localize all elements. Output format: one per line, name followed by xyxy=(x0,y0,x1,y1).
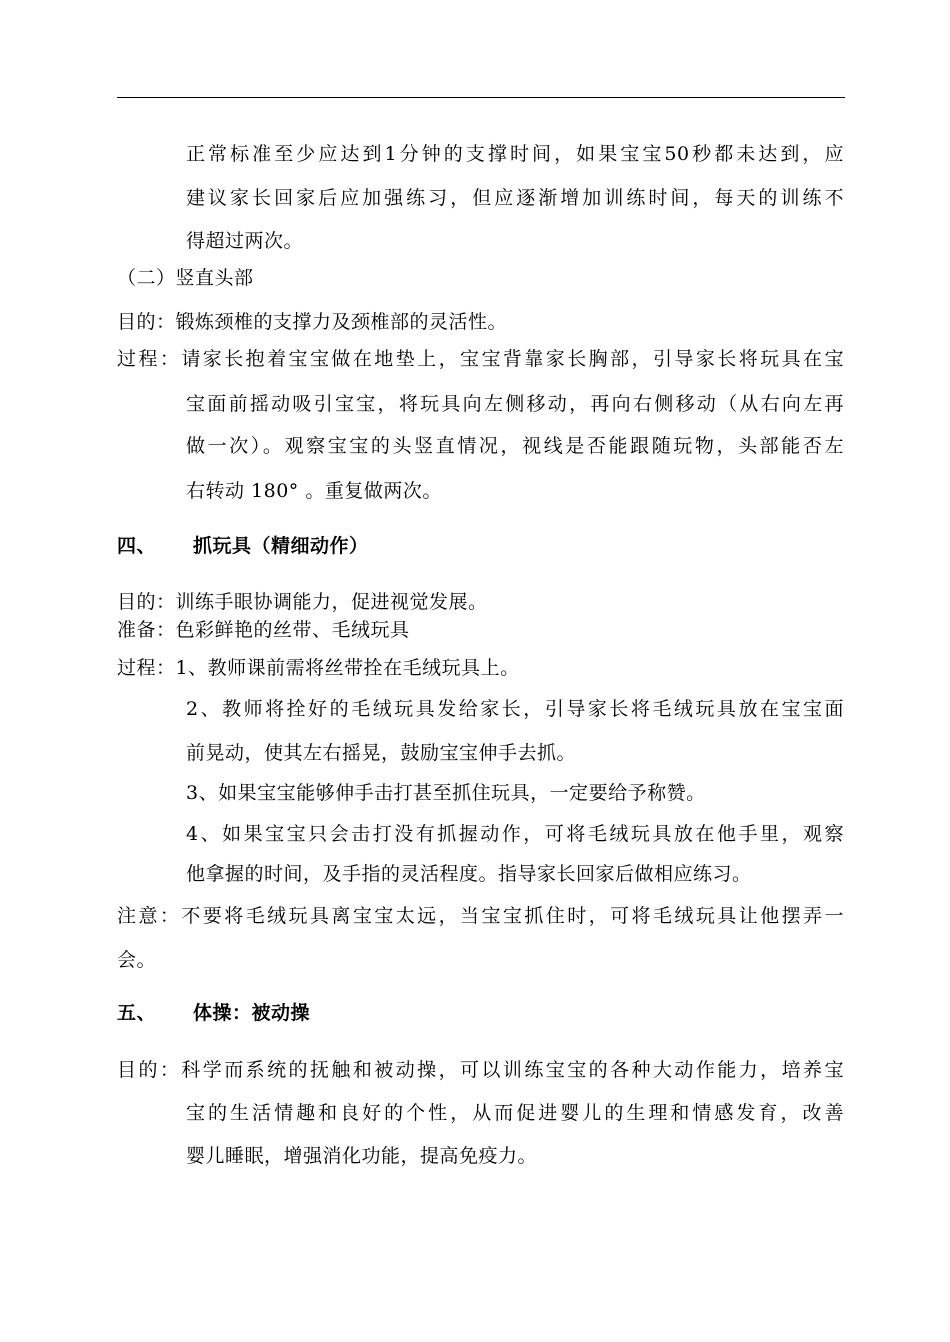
subsection-process-line3: 做一次）。观察宝宝的头竖直情况，视线是否能跟随玩物，头部能否左 xyxy=(186,435,844,457)
section4-note-line2: 会。 xyxy=(117,949,157,971)
para1-line1: 正常标准至少应达到1分钟的支撑时间，如果宝宝50秒都未达到，应 xyxy=(186,143,844,165)
section4-step2-line2: 前晃动，使其左右摇晃，鼓励宝宝伸手去抓。 xyxy=(186,742,577,764)
section5-purpose-line1: 目的：科学而系统的抚触和被动操，可以训练宝宝的各种大动作能力，培养宝 xyxy=(117,1059,844,1081)
subsection-purpose: 目的：锻炼颈椎的支撑力及颈椎部的灵活性。 xyxy=(117,311,508,333)
section4-title: 抓玩具（精细动作） xyxy=(193,535,369,557)
section4-number: 四、 xyxy=(117,535,157,557)
section4-prep: 准备：色彩鲜艳的丝带、毛绒玩具 xyxy=(117,619,410,641)
subsection-title: （二）竖直头部 xyxy=(117,267,254,289)
para1-line3: 得超过两次。 xyxy=(186,230,304,252)
section4-step1: 过程：1、教师课前需将丝带拴在毛绒玩具上。 xyxy=(117,657,520,679)
section4-step3: 3、如果宝宝能够伸手击打甚至抓住玩具，一定要给予称赞。 xyxy=(186,782,706,804)
section5-title: 体操：被动操 xyxy=(193,1002,311,1024)
section4-step4-line2: 他拿握的时间，及手指的灵活程度。指导家长回家后做相应练习。 xyxy=(186,863,752,885)
para1-line2: 建议家长回家后应加强练习，但应逐渐增加训练时间，每天的训练不 xyxy=(186,187,844,209)
section4-note-line1: 注意：不要将毛绒玩具离宝宝太远，当宝宝抓住时，可将毛绒玩具让他摆弄一 xyxy=(117,905,844,927)
subsection-process-line2: 宝面前摇动吸引宝宝，将玩具向左侧移动，再向右侧移动（从右向左再 xyxy=(186,393,844,415)
section4-step4-line1: 4、如果宝宝只会击打没有抓握动作，可将毛绒玩具放在他手里，观察 xyxy=(186,823,844,845)
section5-purpose-line2: 宝的生活情趣和良好的个性，从而促进婴儿的生理和情感发育，改善 xyxy=(186,1102,844,1124)
header-rule xyxy=(117,97,845,98)
section5-number: 五、 xyxy=(117,1002,157,1024)
section5-purpose-line3: 婴儿睡眠，增强消化功能，提高免疫力。 xyxy=(186,1145,538,1167)
subsection-process-line4: 右转动 180° 。重复做两次。 xyxy=(186,480,442,502)
section4-step2-line1: 2、教师将拴好的毛绒玩具发给家长，引导家长将毛绒玩具放在宝宝面 xyxy=(186,698,844,720)
section4-purpose: 目的：训练手眼协调能力，促进视觉发展。 xyxy=(117,591,488,613)
subsection-process-line1: 过程：请家长抱着宝宝做在地垫上，宝宝背靠家长胸部，引导家长将玩具在宝 xyxy=(117,348,844,370)
